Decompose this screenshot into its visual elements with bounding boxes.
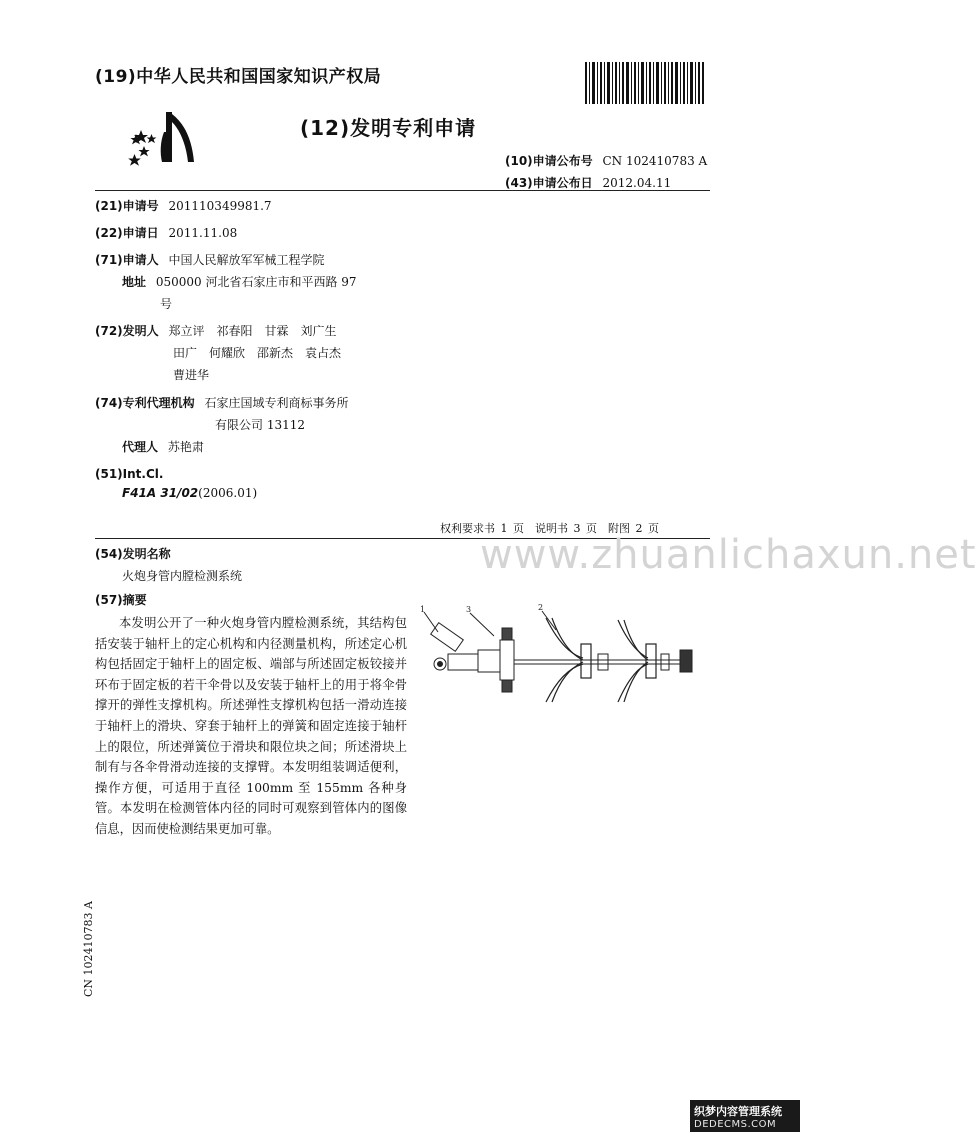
applicant-row <box>95 250 325 270</box>
publication-date: 2012.04.11 <box>602 176 672 190</box>
application-date: 2011.11.08 <box>168 226 238 240</box>
application-date-row <box>95 223 237 243</box>
application-number: 201110349981.7 <box>168 199 272 213</box>
dedecms-logo <box>690 1100 800 1132</box>
agent-row <box>122 437 204 457</box>
abstract-label-row <box>95 590 147 610</box>
document-type: (12)发明专利申请 <box>300 116 477 140</box>
inventors-line-3: 曹进华 <box>173 368 210 382</box>
abstract-drawing <box>418 598 713 708</box>
address-line-2: 号 <box>160 297 173 311</box>
title-label-row <box>95 544 171 564</box>
agency-line-2: 有限公司 13112 <box>215 418 305 432</box>
office-name: (19)中华人民共和国国家知识产权局 <box>95 67 382 87</box>
ipc-date: (2006.01) <box>198 486 258 500</box>
dedecms-logo-url: DEDECMS.COM <box>694 1119 777 1130</box>
applicant-label: (71)申请人 <box>95 253 159 267</box>
agency-label: (74)专利代理机构 <box>95 396 195 410</box>
address-row <box>122 272 357 292</box>
agency-line-1: 石家庄国域专利商标事务所 <box>204 396 349 410</box>
application-number-row <box>95 196 272 216</box>
abstract-label: (57)摘要 <box>95 593 147 607</box>
inventors-row <box>95 321 337 341</box>
abstract-text: 本发明公开了一种火炮身管内膛检测系统，其结构包括安装于轴杆上的定心机构和内径测量机构，所述定心机构包括固定于轴杆上的固定板、端部与所述固定板铰接并环布于固定板的若干伞骨以及安装于轴杆上的用于将伞骨撑开的弹性支撑机构。所述弹性支撑机构包括一滑动连接于轴杆上的滑块、穿套于轴杆上的弹簧和固定连接于轴杆上的限位，所述弹簧位于滑块和限位块之间；所述滑块上制有与各伞骨滑动连接的支撑臂。本发明组装调适便利，操作方便，可适用于直径 100mm 至 155mm 各种身管。本发明在检测管体内径的同时可观察到管体内的图像信息，因而使检测结果更加可靠。 <box>95 616 407 836</box>
invention-title: 火炮身管内膛检测系统 <box>122 569 243 583</box>
inventors-line-2: 田广 何耀欣 邵新杰 袁占杰 <box>173 346 342 360</box>
inventors-line-1: 郑立评 祁春阳 甘霖 刘广生 <box>168 324 337 338</box>
address-label: 地址 <box>122 275 147 289</box>
title-label: (54)发明名称 <box>95 547 171 561</box>
header-divider <box>95 190 710 191</box>
application-date-label: (22)申请日 <box>95 226 159 240</box>
publication-number: CN 102410783 A <box>602 154 708 168</box>
application-number-label: (21)申请号 <box>95 199 159 213</box>
ipc-code: F41A 31/02 <box>122 486 199 500</box>
publication-date-row <box>505 174 671 191</box>
ipc-classification <box>122 486 257 500</box>
publication-date-label: (43)申请公布日 <box>505 176 593 190</box>
int-cl-row <box>95 464 163 484</box>
agent-label: 代理人 <box>122 440 159 454</box>
watermark: www.zhuanlichaxun.net <box>480 532 977 578</box>
patent-office-logo <box>130 102 200 170</box>
figure-label-3: 3 <box>466 605 472 614</box>
applicant: 中国人民解放军军械工程学院 <box>168 253 325 267</box>
agency-row <box>95 393 349 413</box>
dedecms-logo-text: 织梦内容管理系统 <box>694 1105 782 1118</box>
int-cl-label: (51)Int.Cl. <box>95 467 164 481</box>
publication-number-label: (10)申请公布号 <box>505 154 593 168</box>
page-count-info: 权利要求书 1 页 说明书 3 页 附图 2 页 <box>440 522 659 535</box>
inventors-label: (72)发明人 <box>95 324 159 338</box>
publication-number-row <box>505 152 707 169</box>
figure-label-2: 2 <box>538 603 544 612</box>
figure-label-1: 1 <box>420 605 426 614</box>
address-line-1: 050000 河北省石家庄市和平西路 97 <box>155 275 357 289</box>
agent: 苏艳肃 <box>167 440 204 454</box>
side-publication-number: CN 102410783 A <box>82 901 95 997</box>
barcode <box>585 62 705 104</box>
